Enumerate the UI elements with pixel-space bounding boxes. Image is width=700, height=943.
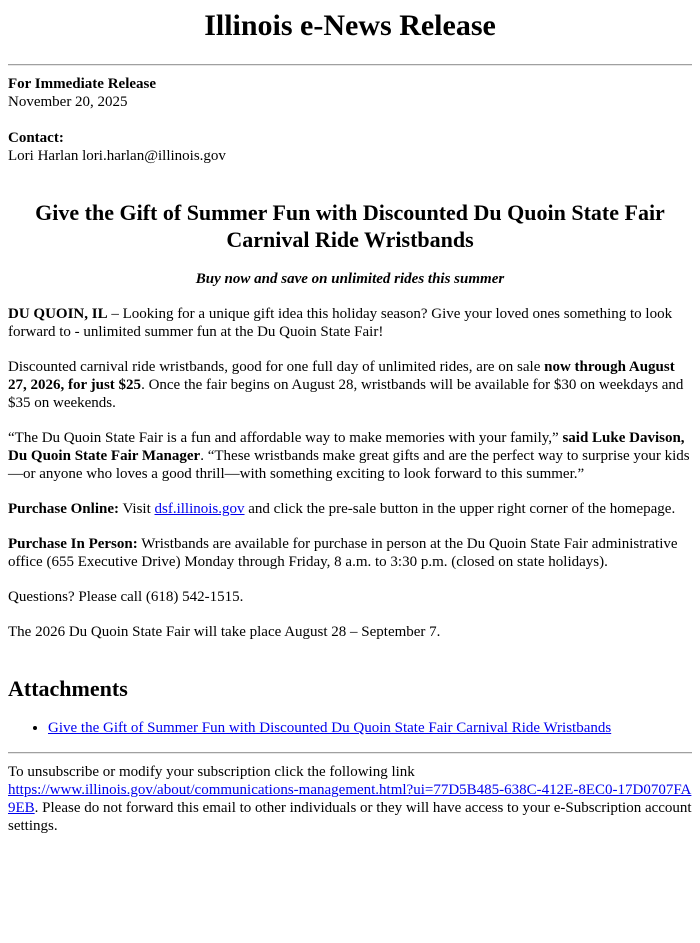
intro-text: – Looking for a unique gift idea this holiday season? Give your loved ones something to look forward to - unlimited summer fun at the Du Quoin State Fair! [8,306,673,340]
contact-label: Contact: [8,130,64,146]
pricing-text-b: . Once the fair begins on August 28, wristbands will be available for $30 on weekdays and $35 on weekends. [8,377,684,411]
purchase-in-person-text: Wristbands are available for purchase in person at the Du Quoin State Fair administrative office (655 Executive Drive) Monday through Friday, 8 a.m. to 3:30 p.m. (closed on state holidays). [8,536,678,570]
page-title: Illinois e-News Release [204,9,496,42]
release-meta [8,75,692,165]
purchase-online-label: Purchase Online: [8,501,119,517]
dsf-website-link[interactable]: dsf.illinois.gov [154,501,245,517]
attachments-list [8,719,692,737]
purchase-in-person-label: Purchase In Person: [8,536,138,552]
purchase-online-text-b: and click the pre-sale button in the upper right corner of the homepage. [244,501,676,517]
attachment-item [48,719,692,737]
footer-outro: . Please do not forward this email to other individuals or they will have access to your e-Subscription account settings. [8,800,692,834]
article-subheadline: Buy now and save on unlimited rides this summer [195,271,505,287]
attachment-link[interactable]: Give the Gift of Summer Fun with Discounted Du Quoin State Fair Carnival Ride Wristbands [48,720,612,736]
purchase-online-text-a: Visit [118,501,155,517]
quote-attribution: said Luke Davison, Du Quoin State Fair Manager [8,430,685,464]
paragraph-questions: Questions? Please call (618) 542-1515. [8,589,244,605]
article-headline: Give the Gift of Summer Fun with Discounted Du Quoin State Fair Carnival Ride Wristbands [35,200,665,252]
footer-text [8,763,692,835]
unsubscribe-footer [8,763,692,835]
release-label: For Immediate Release [8,76,157,92]
quote-text-b: . “These wristbands make great gifts and are the perfect way to surprise your kids—or anyone who loves a good thrill—with something exciting to look forward to this summer.” [8,448,690,482]
footer-intro: To unsubscribe or modify your subscription click the following link [8,764,415,780]
paragraph-pricing [8,358,692,412]
article-body [8,305,692,641]
pricing-text-a: Discounted carnival ride wristbands, good for one full day of unlimited rides, are on sale [8,359,545,375]
attachments-heading: Attachments [8,676,128,701]
dateline: DU QUOIN, IL [8,306,108,322]
footer-divider [8,752,692,754]
paragraph-purchase-online [8,500,692,518]
paragraph-fair-dates: The 2026 Du Quoin State Fair will take place August 28 – September 7. [8,624,441,640]
unsubscribe-link[interactable]: https://www.illinois.gov/about/communications-management.html?ui=77D5B485-638C-412E-8EC0-17D0707FA9EB [8,782,692,816]
quote-text-a: “The Du Quoin State Fair is a fun and affordable way to make memories with your family,” [8,430,563,446]
paragraph-quote [8,429,692,483]
release-date: November 20, 2025 [8,94,128,110]
paragraph-intro [8,305,692,341]
page [0,8,700,835]
paragraph-purchase-in-person [8,535,692,571]
contact-info: Lori Harlan lori.harlan@illinois.gov [8,148,226,164]
header-divider [8,64,692,66]
pricing-highlight: now through August 27, 2026, for just $25 [8,359,675,393]
